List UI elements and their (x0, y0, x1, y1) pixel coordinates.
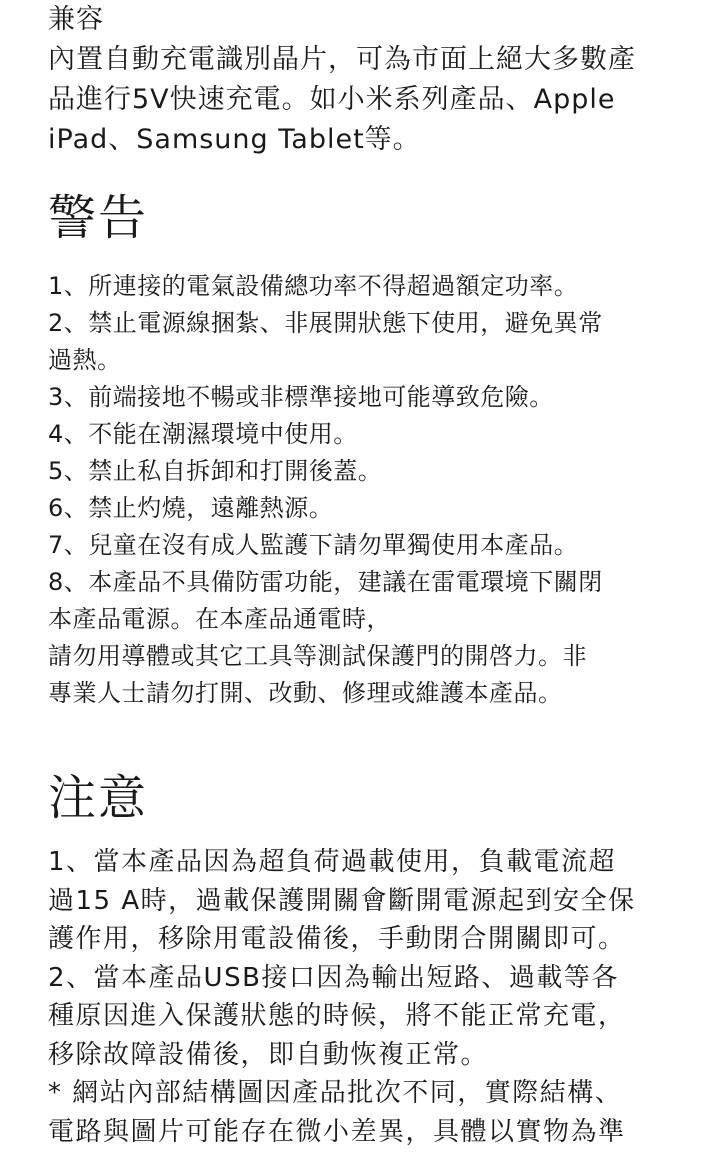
notice-line: 移除故障設備後，即自動恢複正常。 (48, 1039, 489, 1070)
warning-line: 7、兒童在沒有成人監護下請勿單獨使用本產品。 (48, 531, 579, 559)
warning-line: 4、不能在潮濕環境中使用。 (48, 420, 358, 448)
warning-line: 2、禁止電源線捆紮、非展開狀態下使用，避免異常 (48, 309, 603, 337)
warning-list (48, 268, 698, 712)
notice-line: 2、當本產品USB接口因為輸出短路、過載等各 (48, 962, 619, 993)
warning-line: 3、前端接地不暢或非標準接地可能導致危險。 (48, 383, 554, 411)
notice-list (48, 843, 698, 1151)
warning-line: 1、所連接的電氣設備總功率不得超過額定功率。 (48, 272, 579, 300)
notice-line: * 網站內部結構圖因產品批次不同，實際結構、 (48, 1078, 623, 1108)
warning-line: 6、禁止灼燒，遠離熱源。 (48, 494, 334, 522)
warning-line: 專業人士請勿打開、改動、修理或維護本產品。 (48, 679, 563, 707)
warning-line: 5、禁止私自拆卸和打開後蓋。 (48, 457, 383, 485)
compat-line: 內置自動充電識別晶片，可為市面上絕大多數產 (48, 44, 636, 75)
notice-heading: 注意 (48, 770, 149, 826)
notice-line: 種原因進入保護狀態的時候，將不能正常充電， (48, 1001, 626, 1031)
warning-line: 請勿用導體或其它工具等測試保護門的開啓力。非 (48, 642, 587, 670)
notice-line: 過15 A時，過載保護開關會斷開電源起到安全保 (48, 885, 636, 916)
compat-line: iPad、Samsung Tablet等。 (48, 124, 421, 155)
warning-line: 本產品電源。在本產品通電時， (48, 605, 391, 633)
warning-heading: 警告 (48, 190, 149, 246)
notice-line: 護作用，移除用電設備後，手動閉合開關即可。 (48, 924, 626, 954)
compat-line: 品進行5V快速充電。如小米系列產品、Apple (48, 84, 616, 115)
notice-line: 1、當本產品因為超負荷過載使用，負載電流超 (48, 847, 617, 877)
notice-line: 電路與圖片可能存在微小差異，具體以實物為準 (48, 1116, 626, 1147)
compatibility-section (48, 0, 698, 160)
compat-line: 兼容 (48, 4, 104, 35)
warning-line: 過熱。 (48, 346, 122, 374)
warning-line: 8、本產品不具備防雷功能，建議在雷電環境下關閉 (48, 568, 603, 596)
